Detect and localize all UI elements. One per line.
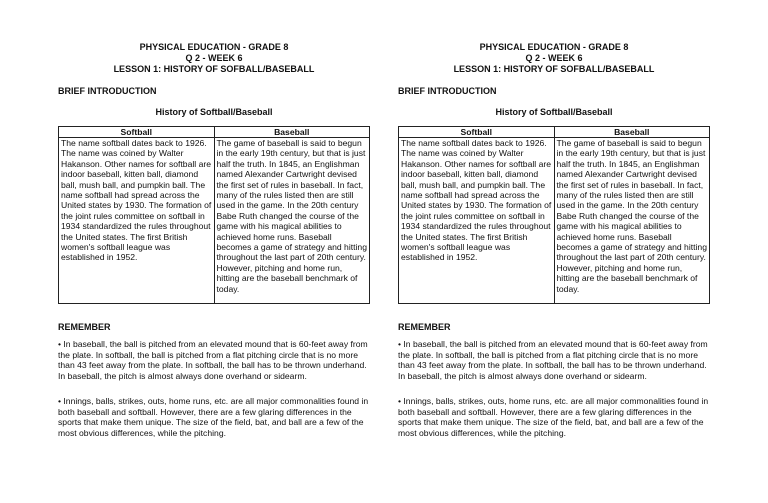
baseball-cell: The game of baseball is said to begun in the early 19th century, but that is just half the truth. In 1845, an Englishman named Alexander Cartwright devised the first set of rules in baseball. In fact, many of the rules listed then are still used in the game. In the 20th century Babe Ruth changed the course of the game with his magical abilities to achieved home runs. Baseball becomes a game of strategy and hitting throughout the last part of 20th century. However, pitching and home run, hitting are the baseball benchmark of today. <box>554 138 710 304</box>
softball-header: Softball <box>399 127 555 138</box>
remember-bullet-2: • Innings, balls, strikes, outs, home runs, etc. are all major commonalities found in both baseball and softball. However, there are a few glaring differences in the sports that make them unique. The size of the field, bat, and ball are a few of the most obvious differences, while the pitching. <box>58 396 369 438</box>
brief-introduction-heading: BRIEF INTRODUCTION <box>58 86 157 96</box>
brief-introduction-heading: BRIEF INTRODUCTION <box>398 86 497 96</box>
softball-header: Softball <box>59 127 215 138</box>
history-title: History of Softball/Baseball <box>495 107 613 117</box>
baseball-header: Baseball <box>554 127 710 138</box>
right-column <box>398 0 710 503</box>
document-header <box>58 42 370 75</box>
table-row <box>59 138 370 304</box>
table-header-row <box>399 127 710 138</box>
document-header <box>398 42 710 75</box>
softball-cell: The name softball dates back to 1926. The name was coined by Walter Hakanson. Other names for softball are indoor baseball, kitten ball, diamond ball, mush ball, and pumpkin ball. The name softball had spread across the United states by 1930. The formation of the joint rules committee on softball in 1934 standardized the rules throughout the United states. The first British women's softball league was established in 1952. <box>59 138 215 304</box>
header-line-3: LESSON 1: HISTORY OF SOFBALL/BASEBALL <box>113 64 315 74</box>
remember-heading: REMEMBER <box>58 322 111 332</box>
table-header-row <box>59 127 370 138</box>
remember-bullet-1: • In baseball, the ball is pitched from an elevated mound that is 60-feet away from the plate. In softball, the ball is pitched from a flat pitching circle that is no more than 43 feet away from the plate. In softball, the ball has to be thrown underhand. In baseball, the pitch is almost always done overhand or sidearm. <box>398 339 708 381</box>
softball-cell: The name softball dates back to 1926. The name was coined by Walter Hakanson. Other names for softball are indoor baseball, kitten ball, diamond ball, mush ball, and pumpkin ball. The name softball had spread across the United states by 1930. The formation of the joint rules committee on softball in 1934 standardized the rules throughout the United states. The first British women's softball league was established in 1952. <box>399 138 555 304</box>
header-line-2: Q 2 - WEEK 6 <box>525 53 583 63</box>
right-page <box>384 0 768 503</box>
header-line-1: PHYSICAL EDUCATION - GRADE 8 <box>139 42 289 52</box>
header-line-3: LESSON 1: HISTORY OF SOFBALL/BASEBALL <box>453 64 655 74</box>
baseball-header: Baseball <box>214 127 370 138</box>
comparison-table <box>398 126 710 304</box>
history-title: History of Softball/Baseball <box>155 107 273 117</box>
comparison-table <box>58 126 370 304</box>
table-row <box>399 138 710 304</box>
left-column <box>58 0 370 503</box>
baseball-cell: The game of baseball is said to begun in the early 19th century, but that is just half the truth. In 1845, an Englishman named Alexander Cartwright devised the first set of rules in baseball. In fact, many of the rules listed then are still used in the game. In the 20th century Babe Ruth changed the course of the game with his magical abilities to achieved home runs. Baseball becomes a game of strategy and hitting throughout the last part of 20th century. However, pitching and home run, hitting are the baseball benchmark of today. <box>214 138 370 304</box>
remember-heading: REMEMBER <box>398 322 451 332</box>
header-line-2: Q 2 - WEEK 6 <box>185 53 243 63</box>
header-line-1: PHYSICAL EDUCATION - GRADE 8 <box>479 42 629 52</box>
remember-bullet-1: • In baseball, the ball is pitched from an elevated mound that is 60-feet away from the plate. In softball, the ball is pitched from a flat pitching circle that is no more than 43 feet away from the plate. In softball, the ball has to be thrown underhand. In baseball, the pitch is almost always done overhand or sidearm. <box>58 339 368 381</box>
remember-bullet-2: • Innings, balls, strikes, outs, home runs, etc. are all major commonalities found in both baseball and softball. However, there are a few glaring differences in the sports that make them unique. The size of the field, bat, and ball are a few of the most obvious differences, while the pitching. <box>398 396 709 438</box>
